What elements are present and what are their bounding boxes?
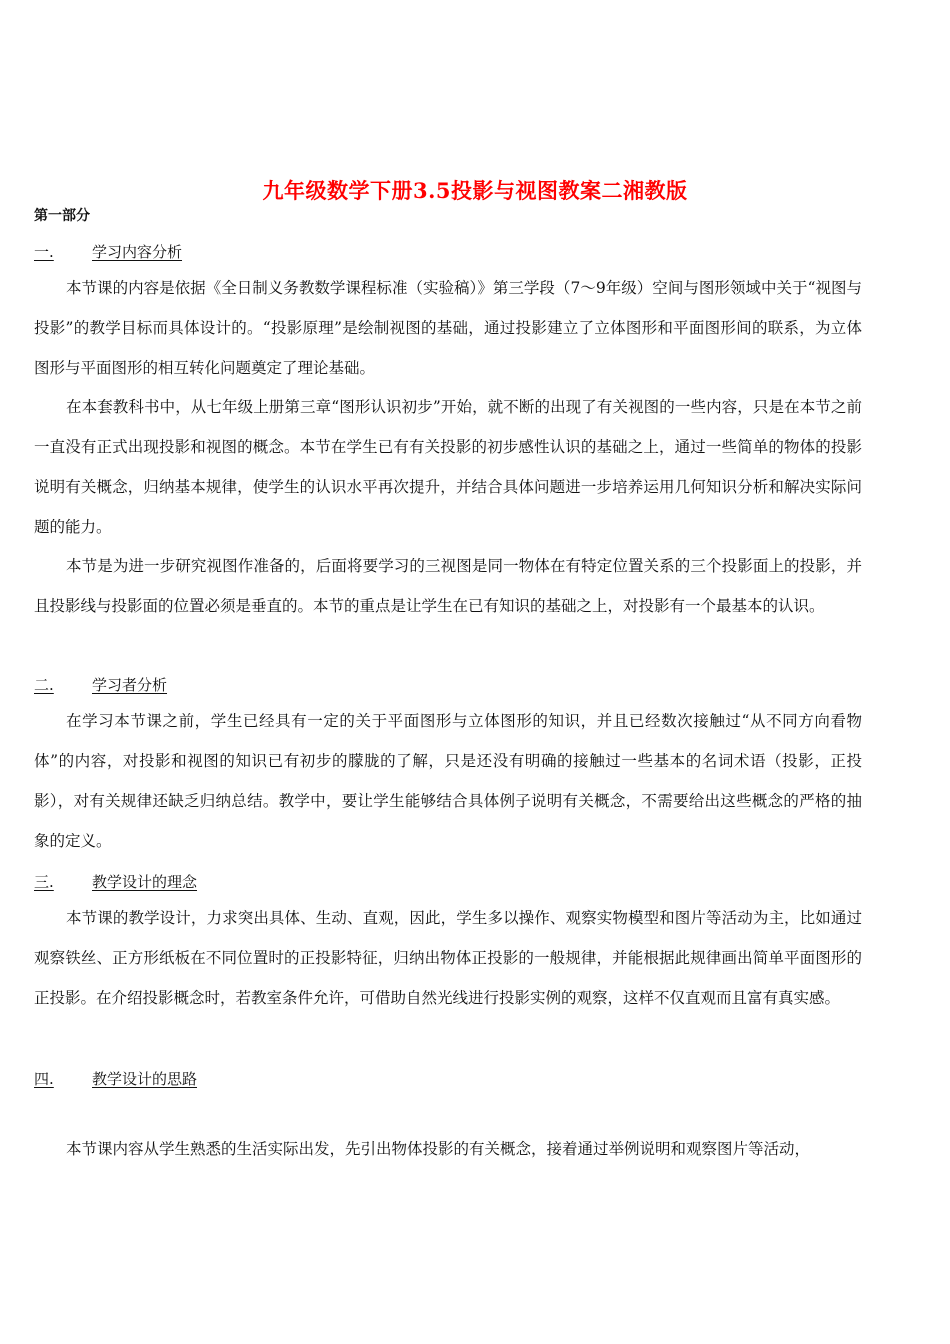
section-number: 四. bbox=[34, 1070, 54, 1088]
section-title: 学习者分析 bbox=[92, 676, 168, 694]
paragraph: 本节是为进一步研究视图作准备的，后面将要学习的三视图是同一物体在有特定位置关系的三个投影面上的投影，并且投影线与投影面的位置必须是垂直的。本节的重点是让学生在已有知识的基础之上，对投影有一个最基本的认识。 bbox=[34, 557, 862, 615]
paragraph: 本节课的内容是依据《全日制义务教数学课程标准（实验稿）》第三学段（7～9年级）空间与图形领域中关于“视图与投影”的教学目标而具体设计的。“投影原理”是绘制视图的基础，通过投影建立了立体图形和平面图形间的联系，为立体图形与平面图形的相互转化问题奠定了理论基础。 bbox=[34, 279, 862, 377]
paragraph: 在学习本节课之前，学生已经具有一定的关于平面图形与立体图形的知识，并且已经数次接触过“从不同方向看物体”的内容，对投影和视图的知识已有初步的朦胧的了解，只是还没有明确的接触过一些基本的名词术语（投影，正投影），对有关规律还缺乏归纳总结。教学中，要让学生能够结合具体例子说明有关概念，不需要给出这些概念的严格的抽象的定义。 bbox=[34, 712, 862, 850]
section-title: 教学设计的理念 bbox=[92, 873, 198, 891]
section-title: 教学设计的思路 bbox=[92, 1070, 198, 1088]
section-number: 二. bbox=[34, 676, 54, 694]
document-title: 九年级数学下册3.5投影与视图教案二湘教版 bbox=[262, 178, 688, 203]
section-number: 三. bbox=[34, 873, 54, 891]
part-label: 第一部分 bbox=[34, 208, 90, 224]
paragraph: 本节课的教学设计，力求突出具体、生动、直观，因此，学生多以操作、观察实物模型和图片等活动为主，比如通过观察铁丝、正方形纸板在不同位置时的正投影特征，归纳出物体正投影的一般规律，并能根据此规律画出简单平面图形的正投影。在介绍投影概念时，若教室条件允许，可借助自然光线进行投影实例的观察，这样不仅直观而且富有真实感。 bbox=[34, 909, 862, 1007]
paragraph: 在本套教科书中，从七年级上册第三章“图形认识初步”开始，就不断的出现了有关视图的一些内容，只是在本节之前一直没有正式出现投影和视图的概念。本节在学生已有有关投影的初步感性认识的基础之上，通过一些简单的物体的投影说明有关概念，归纳基本规律，使学生的认识水平再次提升，并结合具体问题进一步培养运用几何知识分析和解决实际问题的能力。 bbox=[34, 398, 862, 536]
section-number: 一. bbox=[34, 243, 54, 261]
paragraph: 本节课内容从学生熟悉的生活实际出发，先引出物体投影的有关概念，接着通过举例说明和观察图片等活动， bbox=[66, 1140, 811, 1158]
section-title: 学习内容分析 bbox=[92, 243, 183, 261]
